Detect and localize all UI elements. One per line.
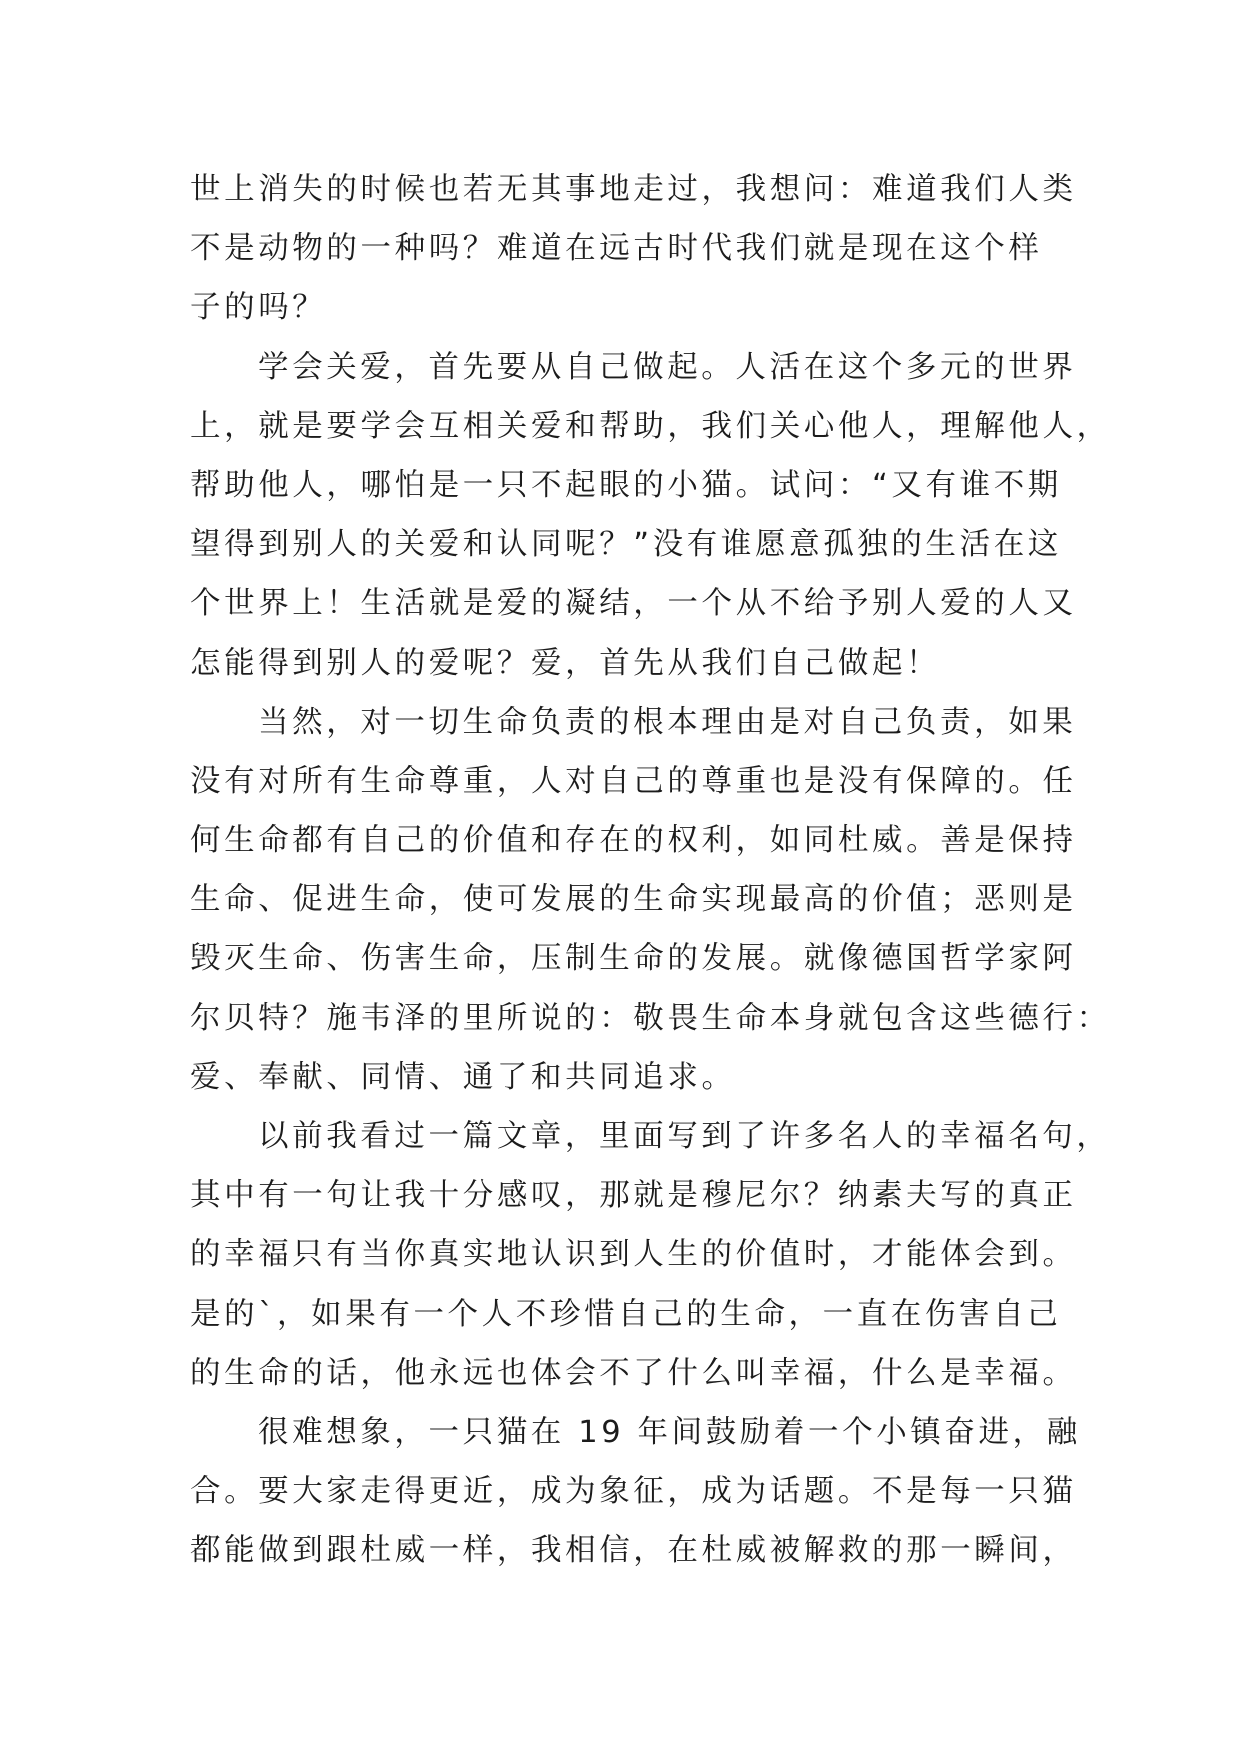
- text-line: 生命、促进生命，使可发展的生命实现最高的价值；恶则是: [190, 882, 1077, 918]
- text-line: 帮助他人，哪怕是一只不起眼的小猫。试问：“又有谁不期: [190, 467, 1062, 503]
- paragraph-first-line: 以前我看过一篇文章，里面写到了许多名人的幸福名句，: [258, 1119, 1111, 1154]
- paragraph-first-line: 学会关爱，首先要从自己做起。人活在这个多元的世界: [258, 349, 1077, 385]
- text-line: 没有对所有生命尊重，人对自己的尊重也是没有保障的。任: [190, 763, 1077, 799]
- paragraph-first-line: 当然，对一切生命负责的根本理由是对自己负责，如果: [258, 704, 1077, 740]
- paragraph-first-line: 很难想象，一只猫在 19 年间鼓励着一个小镇奋进，融: [258, 1414, 1081, 1450]
- text-line: 是的`，如果有一个人不珍惜自己的生命，一直在伤害自己: [190, 1296, 1062, 1332]
- text-line: 望得到别人的关爱和认同呢？”没有谁愿意孤独的生活在这: [190, 527, 1062, 563]
- text-line: 不是动物的一种吗？难道在远古时代我们就是现在这个样: [190, 231, 1043, 267]
- text-line: 上，就是要学会互相关爱和帮助，我们关心他人，理解他人，: [190, 408, 1111, 444]
- text-line: 个世界上！生活就是爱的凝结，一个从不给予别人爱的人又: [190, 586, 1077, 622]
- essay-body: [190, 160, 1111, 1581]
- text-line: 的幸福只有当你真实地认识到人生的价值时，才能体会到。: [190, 1237, 1077, 1273]
- text-line: 子的吗？: [190, 290, 327, 326]
- text-line: 尔贝特？施韦泽的里所说的：敬畏生命本身就包含这些德行：: [190, 1000, 1111, 1036]
- text-line: 爱、奉献、同情、通了和共同追求。: [190, 1059, 736, 1095]
- text-line: 其中有一句让我十分感叹，那就是穆尼尔？纳素夫写的真正: [190, 1178, 1077, 1214]
- text-line: 的生命的话，他永远也体会不了什么叫幸福，什么是幸福。: [190, 1355, 1077, 1391]
- text-line: 世上消失的时候也若无其事地走过，我想问：难道我们人类: [190, 172, 1077, 207]
- text-line: 何生命都有自己的价值和存在的权利，如同杜威。善是保持: [190, 823, 1077, 859]
- text-line: 合。要大家走得更近，成为象征，成为话题。不是每一只猫: [190, 1474, 1077, 1510]
- text-line: 毁灭生命、伤害生命，压制生命的发展。就像德国哲学家阿: [190, 941, 1077, 977]
- text-line: 怎能得到别人的爱呢？爱，首先从我们自己做起！: [190, 645, 941, 681]
- text-line: 都能做到跟杜威一样，我相信，在杜威被解救的那一瞬间，: [190, 1533, 1077, 1569]
